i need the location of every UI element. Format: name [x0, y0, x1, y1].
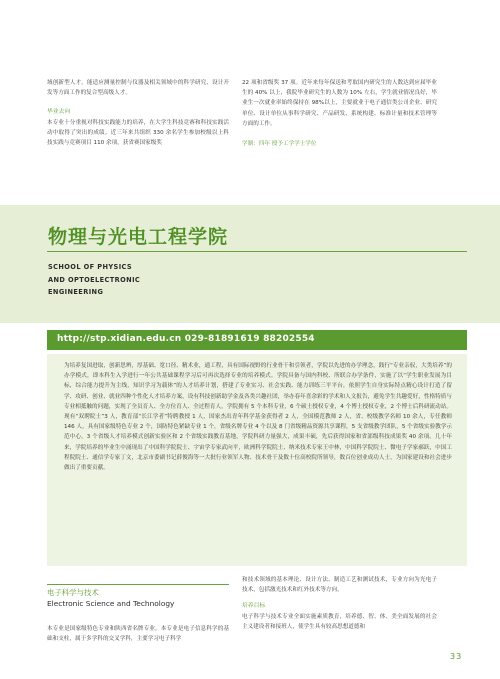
- title-divider: [47, 251, 467, 252]
- title-en-line: ENGINEERING: [48, 288, 104, 297]
- major-description: 本专业是国家级特色专业和陕西省名牌专业。本专业是电子信息科学的基础和支柱，属于多学科的交叉学科，主要学习电子科学: [47, 626, 229, 643]
- top-left-column: [47, 78, 229, 148]
- contact-bar: [47, 330, 467, 350]
- top-left-paragraph: 域创新型人才，能适应测量控制与仪器及相关领域中的科学研究、设计开发等方面工作的复合型高级人才。: [47, 80, 229, 97]
- school-title-cn: 物理与光电工程学院: [48, 226, 229, 248]
- top-right-paragraph: 22 项和省级奖 37 项。近年来每年保送和考取国内研究生的人数达到应届毕业生的 40% 以上，我院毕业研究生的人数为 10% 左右，学生就业情况良好，毕业生一次就业率始终保持在 98%以上，主要就业于电子通信类公司企业、研究单位、设计单位从事科学研究、产品研发、系统构建、标准计量和技术管理等方面的工作。: [242, 80, 437, 127]
- school-intro-box: [47, 354, 467, 566]
- school-title-en: [48, 261, 140, 299]
- training-goal-heading: 培养目标: [242, 603, 266, 610]
- bottom-left-column: [47, 624, 229, 644]
- bottom-right-column: [242, 575, 437, 632]
- major-title-cn: 电子科学与技术: [47, 588, 99, 597]
- contact-line: http://stp.xidian.edu.cn 029-81891619 88202554: [57, 334, 315, 344]
- major-title-en: Electronic Science and Technology: [47, 599, 175, 608]
- section-divider: [47, 584, 229, 585]
- degree-info: 学制：四年 授予工学学士学位: [242, 141, 317, 148]
- top-left-paragraph-2: 本专业十分重视对科技实践能力的培养，在大学生科技竞赛和科技实践活动中取得了突出的成绩。近三年来共组织 330 余名学生参加校级以上科技实践与竞赛项目 110 余项，获省赛国家级奖: [47, 119, 229, 147]
- top-right-column: [242, 78, 437, 149]
- graduate-destination-heading: 毕业去向: [47, 109, 71, 116]
- page-number: 33: [450, 652, 463, 661]
- title-en-line: SCHOOL OF PHYSICS: [48, 263, 133, 271]
- training-goal-text: 电子科学与技术专业全面实施素质教育，培养德、智、体、美全面发展的社会主义建设者和接班人，使学生具有较高思想道德和: [242, 613, 437, 630]
- title-en-line: AND OPTOELECTRONIC: [48, 275, 141, 284]
- major-description-continued: 和技术领域的基本理论、设计方法、制造工艺和测试技术，专业方向为光电子技术，包括激光技术和红外技术等方向。: [242, 577, 437, 594]
- major-heading: [47, 587, 229, 609]
- school-intro-text: 为培养复国进取，创新思辨，厚基础、宽口径、精术业，通工程，具有国际视野的行业骨干和引领者，学院以先进的办学理念，践行“专业亲驭，大类培养”的办学模式，即本科生入学进行一年公共基础课程学习后可再次选择专业的培养模式。学院具备与国内科校、所联合办学条件，实施了以“学生职业发展为目标，综合能力提升为主线，知识学习为载体”的人才培养计划，搭建了专业实习、社会实践、能力训练三平平台，依照学生自身实际特点精心设计打造了留学、攻研、创业、就业四种个性化人才培养方案，设有科技创新助学金及各类兴趣社团，举办春年喜余彩的学术和人文报告，避免学生共趣爱好，性格特质与专业相抵触的问题，实现了全员育人、全方位育人、全过程育人。学院拥有 5 个本科专业，6 个硕士授权专业，4 个博士授权专业，2 个博士后科研流动站。现有“双聘院士”3 人，教育部“长江学者”特聘教授 1 人，国家杰出青年科学基金获得者 2 人，全国模范教师 2 人，省、校级教学名师 10 余人，专任教师 146 人，具有国家级特色专业 2 个，国防特色紧缺专业 1 个，省级名牌专业 4 个以及 8 门省级精品资源共享课程，5 支省级教学团队，5 个省级实验教学示范中心，3 个省级人才培养模式创新实验区和 2 个省级实践教育基地。学院科研力量强大，成果丰硕，先后获得国家和省部级科技成果奖 40 余项。几十年来，学院培养的毕业生中涌现出了中国科学院院士、宇宙学专家武向平，欧洲科学院院士、纳米技术专家王中林，中国科学院院士、微电子学家郝跃，中国工程院院士、通信学专家丁文，北京市委副书记薛俊海等一大批行业领军人物、技术骨干及数十位高校院所领导，数百位创业成功人士，为国家建设和社会进步做出了重要贡献。: [64, 363, 452, 472]
